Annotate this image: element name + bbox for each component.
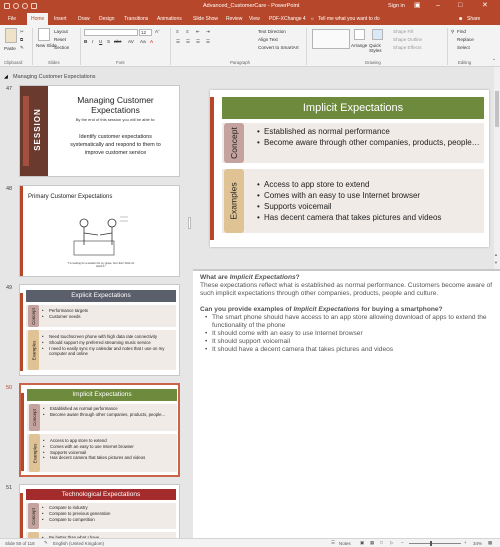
spacing-icon[interactable]: AV — [128, 39, 134, 44]
increase-indent-icon[interactable]: ⇥ — [206, 29, 210, 34]
slide-number: 51 — [6, 485, 13, 491]
list-item: • Compare to previous generation — [42, 511, 110, 517]
new-slide-button[interactable]: New Slide — [36, 43, 57, 48]
examples-list[interactable] — [257, 179, 485, 223]
text-direction-button[interactable]: Text Direction — [258, 29, 286, 34]
grow-font-icon[interactable]: Aˆ — [155, 29, 160, 34]
align-text-button[interactable]: Align Text — [258, 37, 278, 42]
reset-button[interactable]: Reset — [54, 37, 67, 42]
slide-title: Technological Expectations — [26, 489, 176, 500]
present-icon[interactable] — [31, 3, 37, 9]
examples-list — [43, 438, 175, 461]
cartoon-image — [70, 211, 132, 261]
tab-design[interactable]: Design — [99, 16, 115, 22]
ribbon-home — [0, 25, 500, 67]
next-slide-icon[interactable]: ▼ — [494, 260, 498, 265]
align-left-icon[interactable]: ☰ — [176, 39, 181, 44]
list-item: • Become aware through other companies, products, people... — [43, 412, 175, 418]
notes-paragraph: These expectations reflect what is established as normal performance. Customers become aware of such implicit expectations through other companies, products, people and culture. — [200, 282, 493, 297]
splitter-handle[interactable] — [188, 217, 191, 229]
examples-label: Examples — [29, 434, 40, 472]
arrange-icon[interactable] — [354, 29, 365, 40]
notes-toggle-button[interactable]: Notes — [339, 541, 351, 546]
list-item: • I need to easily sync my calendar and notes that I use on my computer and online — [42, 346, 174, 358]
reading-view-icon[interactable]: □ — [380, 540, 383, 545]
drawing-group-label: Drawing — [365, 60, 381, 65]
notes-question-1: What are Implicit Expectations? — [200, 274, 300, 281]
slide-body: Identify customer expectations systematically and respond to them to improve customer service — [70, 134, 161, 156]
shadow-icon[interactable]: S — [107, 39, 111, 44]
quick-styles-button[interactable]: Quick Styles — [369, 43, 382, 53]
slide-thumbnail-51[interactable] — [19, 484, 180, 538]
prev-slide-icon[interactable]: ▲ — [494, 252, 498, 257]
tell-me-box[interactable]: Tell me what you want to do — [318, 16, 380, 22]
notes-pane[interactable] — [193, 271, 500, 538]
bullets-icon[interactable]: ≡ — [176, 29, 179, 34]
font-size-select[interactable]: 12 — [139, 29, 152, 36]
list-item: • Customer needs — [42, 314, 88, 320]
session-label: SESSION — [32, 107, 42, 151]
copy-icon[interactable]: ⧉ — [20, 37, 24, 42]
slide-editing-area — [193, 67, 500, 269]
notes-question-2: Can you provide examples of Implicit Expectations for buying a smartphone? — [200, 306, 443, 313]
tab-pdf-xchange[interactable]: PDF-XChange 4 — [269, 16, 306, 22]
concept-label: Concept — [29, 404, 40, 431]
slide-thumbnail-47[interactable] — [19, 85, 180, 177]
accent-bar — [20, 186, 23, 277]
cartoon-caption: "I'm looking for a solution for my grave, but I don't think it's worth it." — [67, 262, 135, 269]
accent-bar — [21, 393, 24, 471]
list-item: • Compare to industry — [42, 505, 110, 511]
slides-group-label: Slides — [48, 60, 60, 65]
save-icon[interactable] — [4, 3, 10, 9]
italic-icon[interactable]: I — [92, 39, 94, 44]
accent-bar — [210, 97, 214, 240]
underline-icon[interactable]: U — [99, 39, 103, 44]
session-stripe — [23, 96, 29, 166]
title-bar — [0, 0, 500, 13]
ribbon-tabs — [0, 13, 500, 25]
scrollbar-thumb[interactable] — [495, 91, 499, 127]
accent-bar — [20, 293, 23, 371]
list-item: • Access to app store to extend — [43, 438, 175, 444]
sign-in-link[interactable]: Sign in — [388, 3, 405, 9]
slide-canvas[interactable] — [210, 90, 489, 247]
list-item: • Comes with an easy to use Internet browser — [43, 444, 175, 450]
list-item: • It should come with an easy to use Internet browser — [205, 330, 494, 338]
slide-number: 49 — [6, 285, 13, 291]
section-header[interactable]: Managing Customer Expectations — [13, 74, 96, 80]
zoom-in-icon[interactable]: + — [464, 540, 467, 545]
zoom-out-icon[interactable]: − — [401, 540, 404, 545]
ribbon-divider — [32, 28, 33, 65]
list-item: • Become aware through other companies, products, people… — [257, 138, 485, 149]
list-item: • Established as normal performance — [43, 406, 175, 412]
quick-styles-icon[interactable] — [372, 29, 383, 40]
tab-transitions[interactable]: Transitions — [124, 16, 149, 22]
align-right-icon[interactable]: ☰ — [196, 39, 201, 44]
spelling-icon[interactable]: ✎ — [44, 540, 48, 545]
zoom-slider-thumb[interactable] — [430, 541, 432, 546]
undo-icon[interactable] — [13, 3, 19, 9]
accent-bar — [20, 493, 23, 538]
shape-outline-button[interactable]: Shape Outline — [393, 37, 423, 42]
ribbon-divider — [447, 28, 448, 65]
tab-file[interactable]: File — [8, 16, 17, 22]
concept-label: Concept — [28, 305, 39, 327]
notes-text[interactable] — [200, 274, 494, 354]
slide-subtitle: By the end of this session you will be able to: — [75, 117, 156, 122]
concept-list — [43, 406, 175, 418]
font-color-icon[interactable]: A — [150, 39, 154, 44]
concept-label[interactable]: Concept — [224, 123, 244, 163]
examples-list — [42, 334, 174, 357]
tab-draw[interactable]: Draw — [78, 16, 90, 22]
align-center-icon[interactable]: ☰ — [186, 39, 191, 44]
concept-list — [42, 505, 110, 524]
slideshow-icon[interactable]: ▷ — [390, 540, 394, 545]
find-icon[interactable]: ⚲ — [451, 29, 455, 34]
window-title: Advanced_CustomerCare - PowerPoint — [203, 3, 300, 9]
tab-insert[interactable]: Insert — [54, 16, 67, 22]
slide-title[interactable]: Implicit Expectations — [222, 97, 484, 119]
list-item: • Performance targets — [42, 308, 88, 314]
tab-animations[interactable]: Animations — [157, 16, 182, 22]
normal-view-icon[interactable]: ▣ — [360, 540, 365, 545]
list-item: • Access to app store to extend — [257, 179, 485, 190]
shapes-gallery[interactable] — [312, 29, 350, 49]
slide-number: 50 — [6, 385, 13, 391]
bold-icon[interactable]: B — [84, 39, 88, 44]
list-item: • Has decent camera that takes pictures and videos — [257, 212, 485, 223]
notes-icon[interactable]: ☰ — [331, 540, 336, 545]
layout-button[interactable]: Layout — [54, 29, 68, 34]
list-item: • Need touchscreen phone with high data rate connectivity — [42, 334, 174, 340]
list-item: • Has decent camera that takes pictures and videos — [43, 455, 175, 461]
examples-label[interactable]: Examples — [224, 169, 244, 233]
new-slide-icon[interactable] — [38, 28, 50, 41]
shape-fill-button[interactable]: Shape Fill — [393, 29, 414, 34]
slide-scrollbar[interactable] — [494, 67, 500, 269]
collapse-ribbon-icon[interactable]: ⌃ — [492, 58, 496, 63]
list-item: • Established as normal performance — [257, 127, 485, 138]
status-bar — [0, 538, 500, 547]
language-indicator[interactable]: English (United Kingdom) — [53, 541, 105, 546]
numbering-icon[interactable]: ≡ — [186, 29, 189, 34]
concept-list[interactable] — [257, 127, 485, 148]
tab-review[interactable]: Review — [226, 16, 243, 22]
pane-splitter[interactable] — [186, 67, 193, 538]
fit-slide-icon[interactable]: ▩ — [488, 540, 493, 545]
lightbulb-icon: ☼ — [310, 16, 315, 22]
list-item: • The smart phone should have access to an app store allowing download of apps to extend the functionality of the phone — [205, 314, 494, 330]
minimize-icon[interactable]: – — [436, 2, 440, 9]
maximize-icon[interactable]: □ — [458, 2, 463, 9]
slide-title: Primary Customer Expectations — [28, 194, 113, 200]
ribbon-divider — [80, 28, 81, 65]
find-button[interactable]: Find — [457, 29, 466, 34]
slide-number: 47 — [6, 86, 13, 92]
font-name-select[interactable] — [84, 29, 138, 36]
ribbon-divider — [306, 28, 307, 65]
share-button[interactable]: Share — [467, 16, 481, 22]
list-item: • Should support my preferred streaming music service — [42, 340, 174, 346]
slide-counter: Slide 50 of 118 — [5, 541, 35, 546]
list-item: • Supports voicemail — [257, 201, 485, 212]
replace-button[interactable]: Replace — [457, 37, 474, 42]
format-painter-icon[interactable]: ✎ — [20, 45, 24, 50]
tab-home[interactable]: Home — [27, 13, 48, 25]
slide-thumbnails-pane — [0, 67, 186, 538]
slide-title: Explicit Expectations — [26, 290, 176, 302]
concept-label: Concept — [28, 503, 39, 529]
tab-view[interactable]: View — [249, 16, 260, 22]
examples-label: Examples — [28, 330, 39, 370]
concept-list — [42, 308, 88, 320]
slide-title: Implicit Expectations — [27, 389, 177, 401]
editing-group-label: Editing — [458, 60, 472, 65]
slide-thumbnail-48[interactable] — [19, 185, 180, 277]
slide-title: Managing Customer Expectations — [77, 95, 154, 115]
list-item: • It should support voicemail — [205, 338, 494, 346]
change-case-icon[interactable]: Aa — [140, 39, 146, 44]
list-item: • It should have a decent camera that takes pictures and videos — [205, 346, 494, 354]
slide-number: 48 — [6, 186, 13, 192]
list-item: • Compare to competition — [42, 517, 110, 523]
section-button[interactable]: Section — [54, 45, 70, 50]
decrease-indent-icon[interactable]: ⇤ — [196, 29, 200, 34]
shape-effects-button[interactable]: Shape Effects — [393, 45, 422, 50]
share-icon[interactable]: ☻ — [458, 16, 464, 22]
clipboard-group-label: Clipboard — [4, 60, 23, 65]
strikethrough-icon[interactable]: abc — [114, 39, 122, 44]
slide-thumbnail-50[interactable] — [19, 383, 180, 477]
list-item: • Be better than what I have — [42, 535, 99, 538]
paste-icon[interactable] — [5, 28, 17, 43]
select-button[interactable]: Select — [457, 45, 470, 50]
list-item: • Comes with an easy to use Internet browser — [257, 190, 485, 201]
paragraph-group-label: Paragraph — [230, 60, 251, 65]
redo-icon[interactable] — [22, 3, 28, 9]
zoom-level[interactable]: 34% — [473, 541, 483, 546]
slide-thumbnail-49[interactable] — [19, 284, 180, 376]
cut-icon[interactable]: ✂ — [20, 29, 24, 34]
zoom-slider[interactable] — [409, 543, 461, 544]
slide-sorter-icon[interactable]: ▦ — [370, 540, 375, 545]
font-group-label: Font — [116, 60, 125, 65]
tab-slide-show[interactable]: Slide Show — [193, 16, 219, 22]
section-collapse-icon[interactable]: ◢ — [4, 74, 8, 80]
notes-bullets — [200, 314, 494, 354]
ribbon-options-icon[interactable]: ▣ — [414, 2, 421, 9]
ribbon-divider — [170, 28, 171, 65]
list-item: • Supports voicemail — [43, 450, 175, 456]
convert-smartart-button[interactable]: Convert to SmartArt — [258, 45, 299, 50]
paste-button[interactable]: Paste — [4, 46, 16, 51]
justify-icon[interactable]: ☰ — [206, 39, 211, 44]
close-icon[interactable]: ✕ — [482, 2, 488, 9]
arrange-button[interactable]: Arrange — [351, 43, 368, 48]
